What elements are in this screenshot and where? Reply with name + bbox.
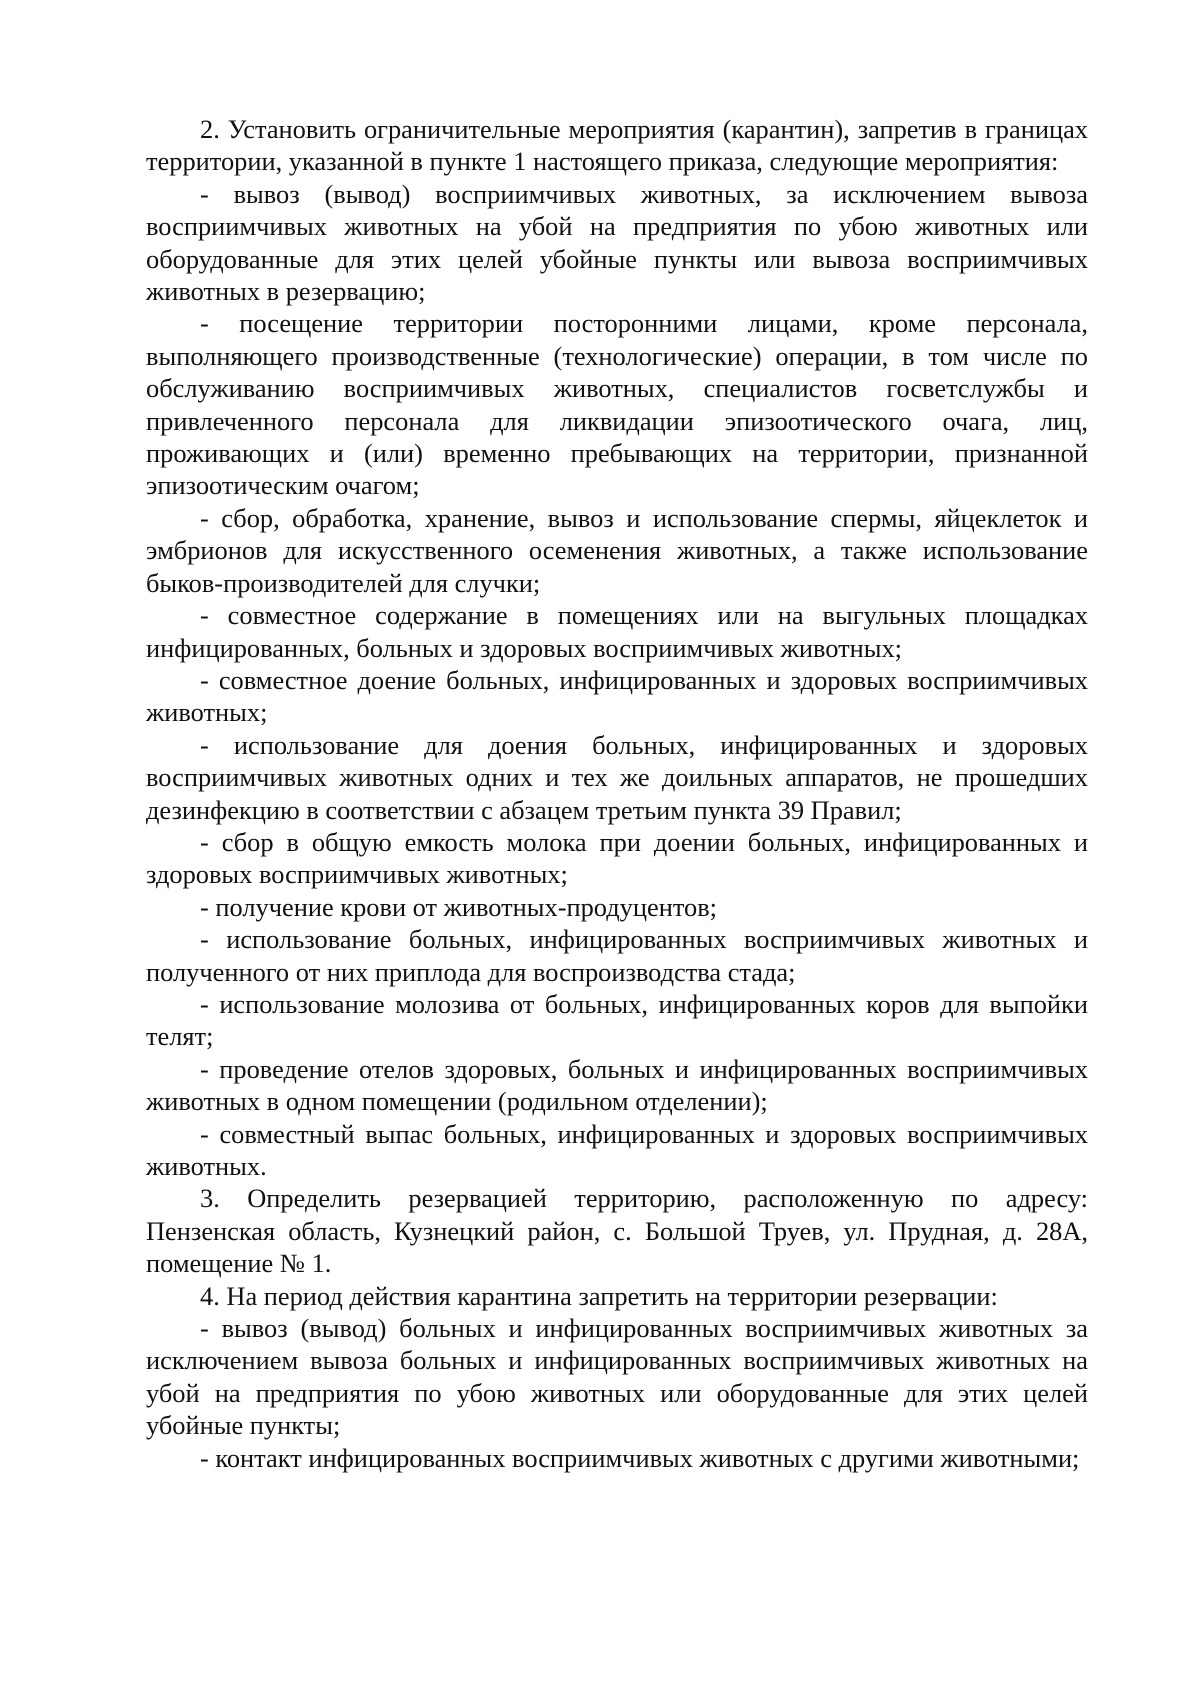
- document-body: [146, 113, 1088, 1474]
- paragraph-ban-sperm-collection: - сбор, обработка, хранение, вывоз и использование спермы, яйцеклеток и эмбрионов для искусственного осеменения животных, а также использование быков-производителей для случки;: [146, 502, 1088, 598]
- paragraph-ban-shared-milking-devices: - использование для доения больных, инфицированных и здоровых восприимчивых животных одних и тех же доильных аппаратов, не прошедших дезинфекцию в соответствии с абзацем третьим пункта 39 Правил;: [146, 729, 1088, 825]
- paragraph-ban-reproduction: - использование больных, инфицированных восприимчивых животных и полученного от них приплода для воспроизводства стада;: [146, 924, 1088, 987]
- paragraph-ban-milk-collection: - сбор в общую емкость молока при доении больных, инфицированных и здоровых восприимчивых животных;: [146, 826, 1088, 890]
- paragraph-reservation-ban-export: - вывоз (вывод) больных и инфицированных восприимчивых животных за исключением вывоза больных и инфицированных восприимчивых животных на убой на предприятия по убою животных или оборудованные для этих целей убойные пункты;: [146, 1313, 1088, 1441]
- paragraph-item-4: 4. На период действия карантина запретить на территории резервации:: [200, 1280, 998, 1311]
- paragraph-ban-joint-milking: - совместное доение больных, инфицированных и здоровых восприимчивых животных;: [146, 664, 1088, 728]
- paragraph-item-2: 2. Установить ограничительные мероприятия (карантин), запретив в границах территории, указанной в пункте 1 настоящего приказа, следующие мероприятия:: [146, 114, 1088, 177]
- paragraph-ban-joint-calving: - проведение отелов здоровых, больных и инфицированных восприимчивых животных в одном помещении (родильном отделении);: [146, 1053, 1088, 1117]
- paragraph-ban-joint-grazing: - совместный выпас больных, инфицированных и здоровых восприимчивых животных.: [146, 1118, 1088, 1181]
- paragraph-reservation-ban-contact: - контакт инфицированных восприимчивых животных с другими животными;: [200, 1442, 1080, 1473]
- paragraph-ban-blood-collection: - получение крови от животных-продуцентов;: [200, 891, 718, 922]
- paragraph-ban-colostrum: - использование молозива от больных, инфицированных коров для выпойки телят;: [146, 988, 1088, 1052]
- paragraph-ban-export: - вывоз (вывод) восприимчивых животных, за исключением вывоза восприимчивых животных на убой на предприятия по убою животных или оборудованные для этих целей убойные пункты или вывоза восприимчивых животных в резервацию;: [146, 178, 1088, 307]
- paragraph-ban-visits: - посещение территории посторонними лицами, кроме персонала, выполняющего производственные (технологические) операции, в том числе по обслуживанию восприимчивых животных, специалистов госветслужбы и привлеченного персонала для ликвидации эпизоотического очага, лиц, проживающих и (или) временно пребывающих на территории, признанной эпизоотическим очагом;: [146, 308, 1088, 501]
- paragraph-item-3: 3. Определить резервацией территорию, расположенную по адресу: Пензенская область, Кузнецкий район, с. Большой Труев, ул. Прудная, д. 28А, помещение № 1.: [146, 1183, 1088, 1279]
- paragraph-ban-joint-keeping: - совместное содержание в помещениях или на выгульных площадках инфицированных, больных и здоровых восприимчивых животных;: [146, 600, 1088, 663]
